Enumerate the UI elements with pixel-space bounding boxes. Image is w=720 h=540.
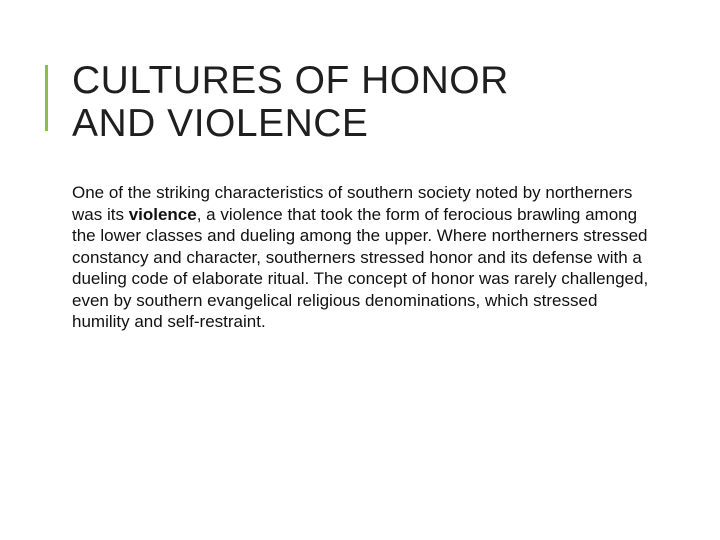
slide-title xyxy=(72,59,692,145)
slide-body-paragraph xyxy=(72,182,652,333)
slide-title-line-1: CULTURES OF HONOR xyxy=(72,59,509,102)
body-text-emphasis: violence xyxy=(128,204,197,224)
slide-title-line-2: AND VIOLENCE xyxy=(72,102,369,145)
body-text-part-2: , a violence that took the form of ferocious brawling among the lower classes and dueling among the upper. Where northerners stressed constancy and character, southerners stressed honor and its defense with a dueling code of elaborate ritual. The concept of honor was rarely challenged, even by southern evangelical religious denominations, which stressed humility and self-restraint. xyxy=(72,204,649,331)
body-text-part-1: One of the striking characteristics of southern society noted by northerners was its xyxy=(72,183,633,224)
title-accent-bar xyxy=(45,65,48,131)
